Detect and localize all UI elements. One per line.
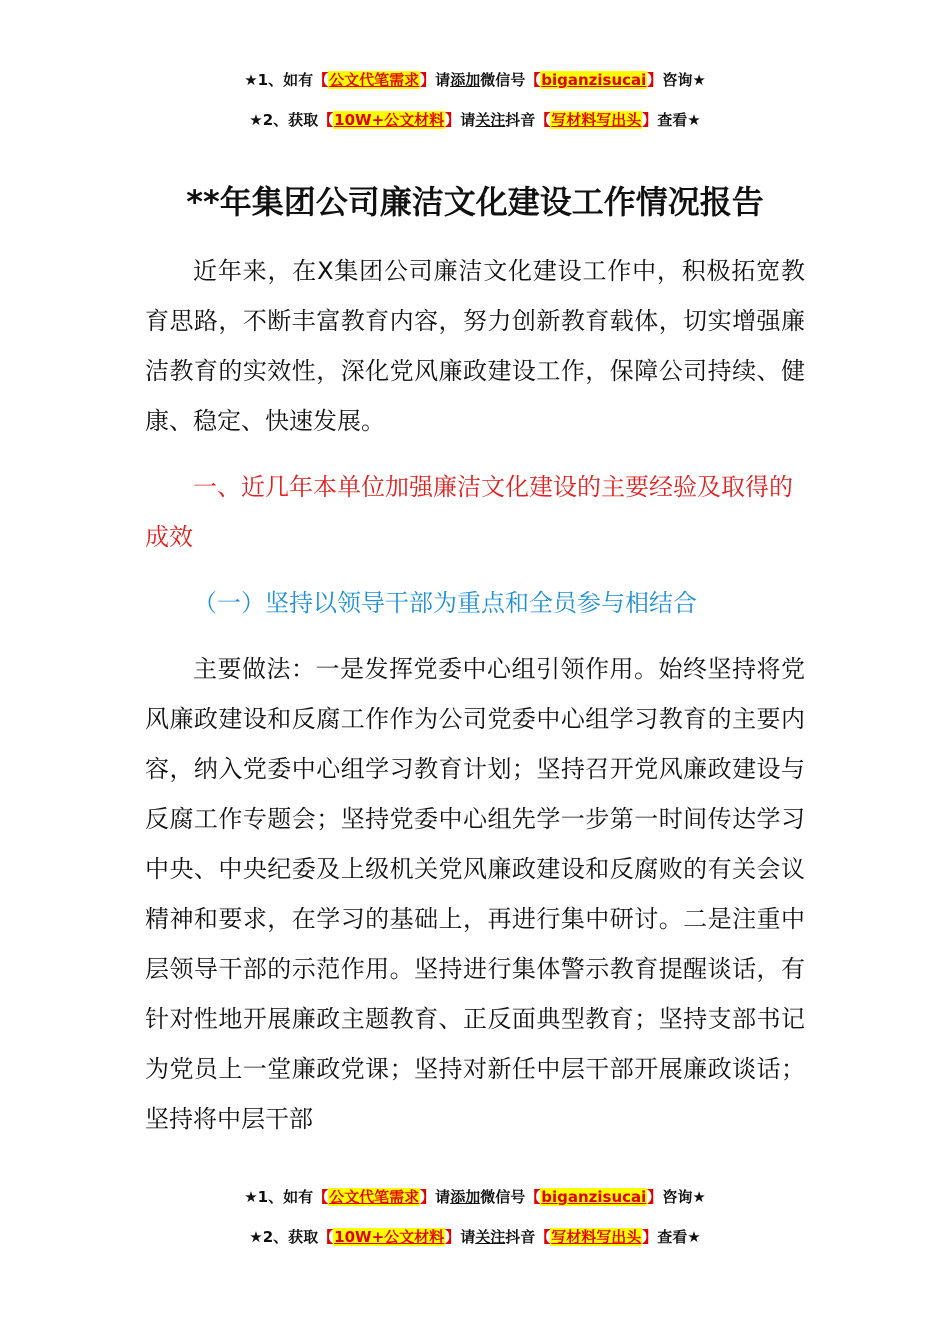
banner-text: ★1、如有 — [244, 71, 314, 89]
banner-text: ★2、获取 — [249, 1228, 319, 1246]
banner-line-1 — [0, 1177, 950, 1217]
banner-text: 查看★ — [657, 1228, 701, 1246]
bracket: 【 — [525, 1188, 541, 1206]
banner-text: 微信号 — [480, 1188, 526, 1206]
banner-text: 抖音 — [505, 111, 536, 129]
bracket: 】 — [445, 1228, 461, 1246]
top-banner — [0, 60, 950, 140]
document-title: **年集团公司廉洁文化建设工作情况报告 — [186, 183, 764, 221]
banner-text: 请 — [460, 1228, 476, 1246]
banner-highlight-douyin: 写材料写出头 — [551, 111, 642, 129]
banner-highlight-douyin: 写材料写出头 — [551, 1228, 642, 1246]
bracket: 】 — [420, 1188, 436, 1206]
banner-highlight-wechat: biganzisucai — [541, 71, 647, 89]
banner-text: 微信号 — [480, 71, 526, 89]
banner-highlight-wechat: biganzisucai — [541, 1188, 647, 1206]
subsection-heading-1: （一）坚持以领导干部为重点和全员参与相结合 — [193, 589, 697, 617]
bracket: 【 — [313, 1188, 329, 1206]
banner-highlight-service: 公文代笔需求 — [329, 71, 420, 89]
bottom-banner — [0, 1177, 950, 1257]
bracket: 】 — [445, 111, 461, 129]
bracket: 【 — [535, 1228, 551, 1246]
bracket: 】 — [642, 111, 658, 129]
bracket: 】 — [647, 71, 663, 89]
banner-line-2 — [0, 100, 950, 140]
banner-underline: 关注 — [475, 111, 506, 129]
bracket: 【 — [525, 71, 541, 89]
banner-highlight-materials: 10W+公文材料 — [334, 1228, 445, 1246]
banner-text: 请 — [435, 1188, 451, 1206]
banner-text: 抖音 — [505, 1228, 536, 1246]
bracket: 【 — [535, 111, 551, 129]
banner-text: 咨询★ — [662, 1188, 706, 1206]
banner-text: ★2、获取 — [249, 111, 319, 129]
bracket: 】 — [642, 1228, 658, 1246]
banner-text: 请 — [435, 71, 451, 89]
banner-underline: 添加 — [450, 71, 481, 89]
banner-highlight-materials: 10W+公文材料 — [334, 111, 445, 129]
banner-highlight-service: 公文代笔需求 — [329, 1188, 420, 1206]
banner-underline: 添加 — [450, 1188, 481, 1206]
section-heading-1: 一、近几年本单位加强廉洁文化建设的主要经验及取得的成效 — [145, 473, 793, 551]
bracket: 【 — [318, 1228, 334, 1246]
banner-line-1 — [0, 60, 950, 100]
bracket: 】 — [647, 1188, 663, 1206]
bracket: 【 — [313, 71, 329, 89]
intro-paragraph: 近年来，在X集团公司廉洁文化建设工作中，积极拓宽教育思路，不断丰富教育内容，努力创新教育载体，切实增强廉洁教育的实效性，深化党风廉政建设工作，保障公司持续、健康、稳定、快速发展。 — [145, 257, 805, 435]
banner-text: 咨询★ — [662, 71, 706, 89]
banner-underline: 关注 — [475, 1228, 506, 1246]
banner-text: ★1、如有 — [244, 1188, 314, 1206]
banner-line-2 — [0, 1217, 950, 1257]
bracket: 【 — [318, 111, 334, 129]
main-paragraph: 主要做法：一是发挥党委中心组引领作用。始终坚持将党风廉政建设和反腐工作作为公司党委中心组学习教育的主要内容，纳入党委中心组学习教育计划；坚持召开党风廉政建设与反腐工作专题会；坚持党委中心组先学一步第一时间传达学习中央、中央纪委及上级机关党风廉政建设和反腐败的有关会议精神和要求，在学习的基础上，再进行集中研讨。二是注重中层领导干部的示范作用。坚持进行集体警示教育提醒谈话，有针对性地开展廉政主题教育、正反面典型教育；坚持支部书记为党员上一堂廉政党课；坚持对新任中层干部开展廉政谈话；坚持将中层干部 — [145, 655, 805, 1133]
bracket: 】 — [420, 71, 436, 89]
banner-text: 查看★ — [657, 111, 701, 129]
document-body — [145, 246, 805, 1144]
banner-text: 请 — [460, 111, 476, 129]
